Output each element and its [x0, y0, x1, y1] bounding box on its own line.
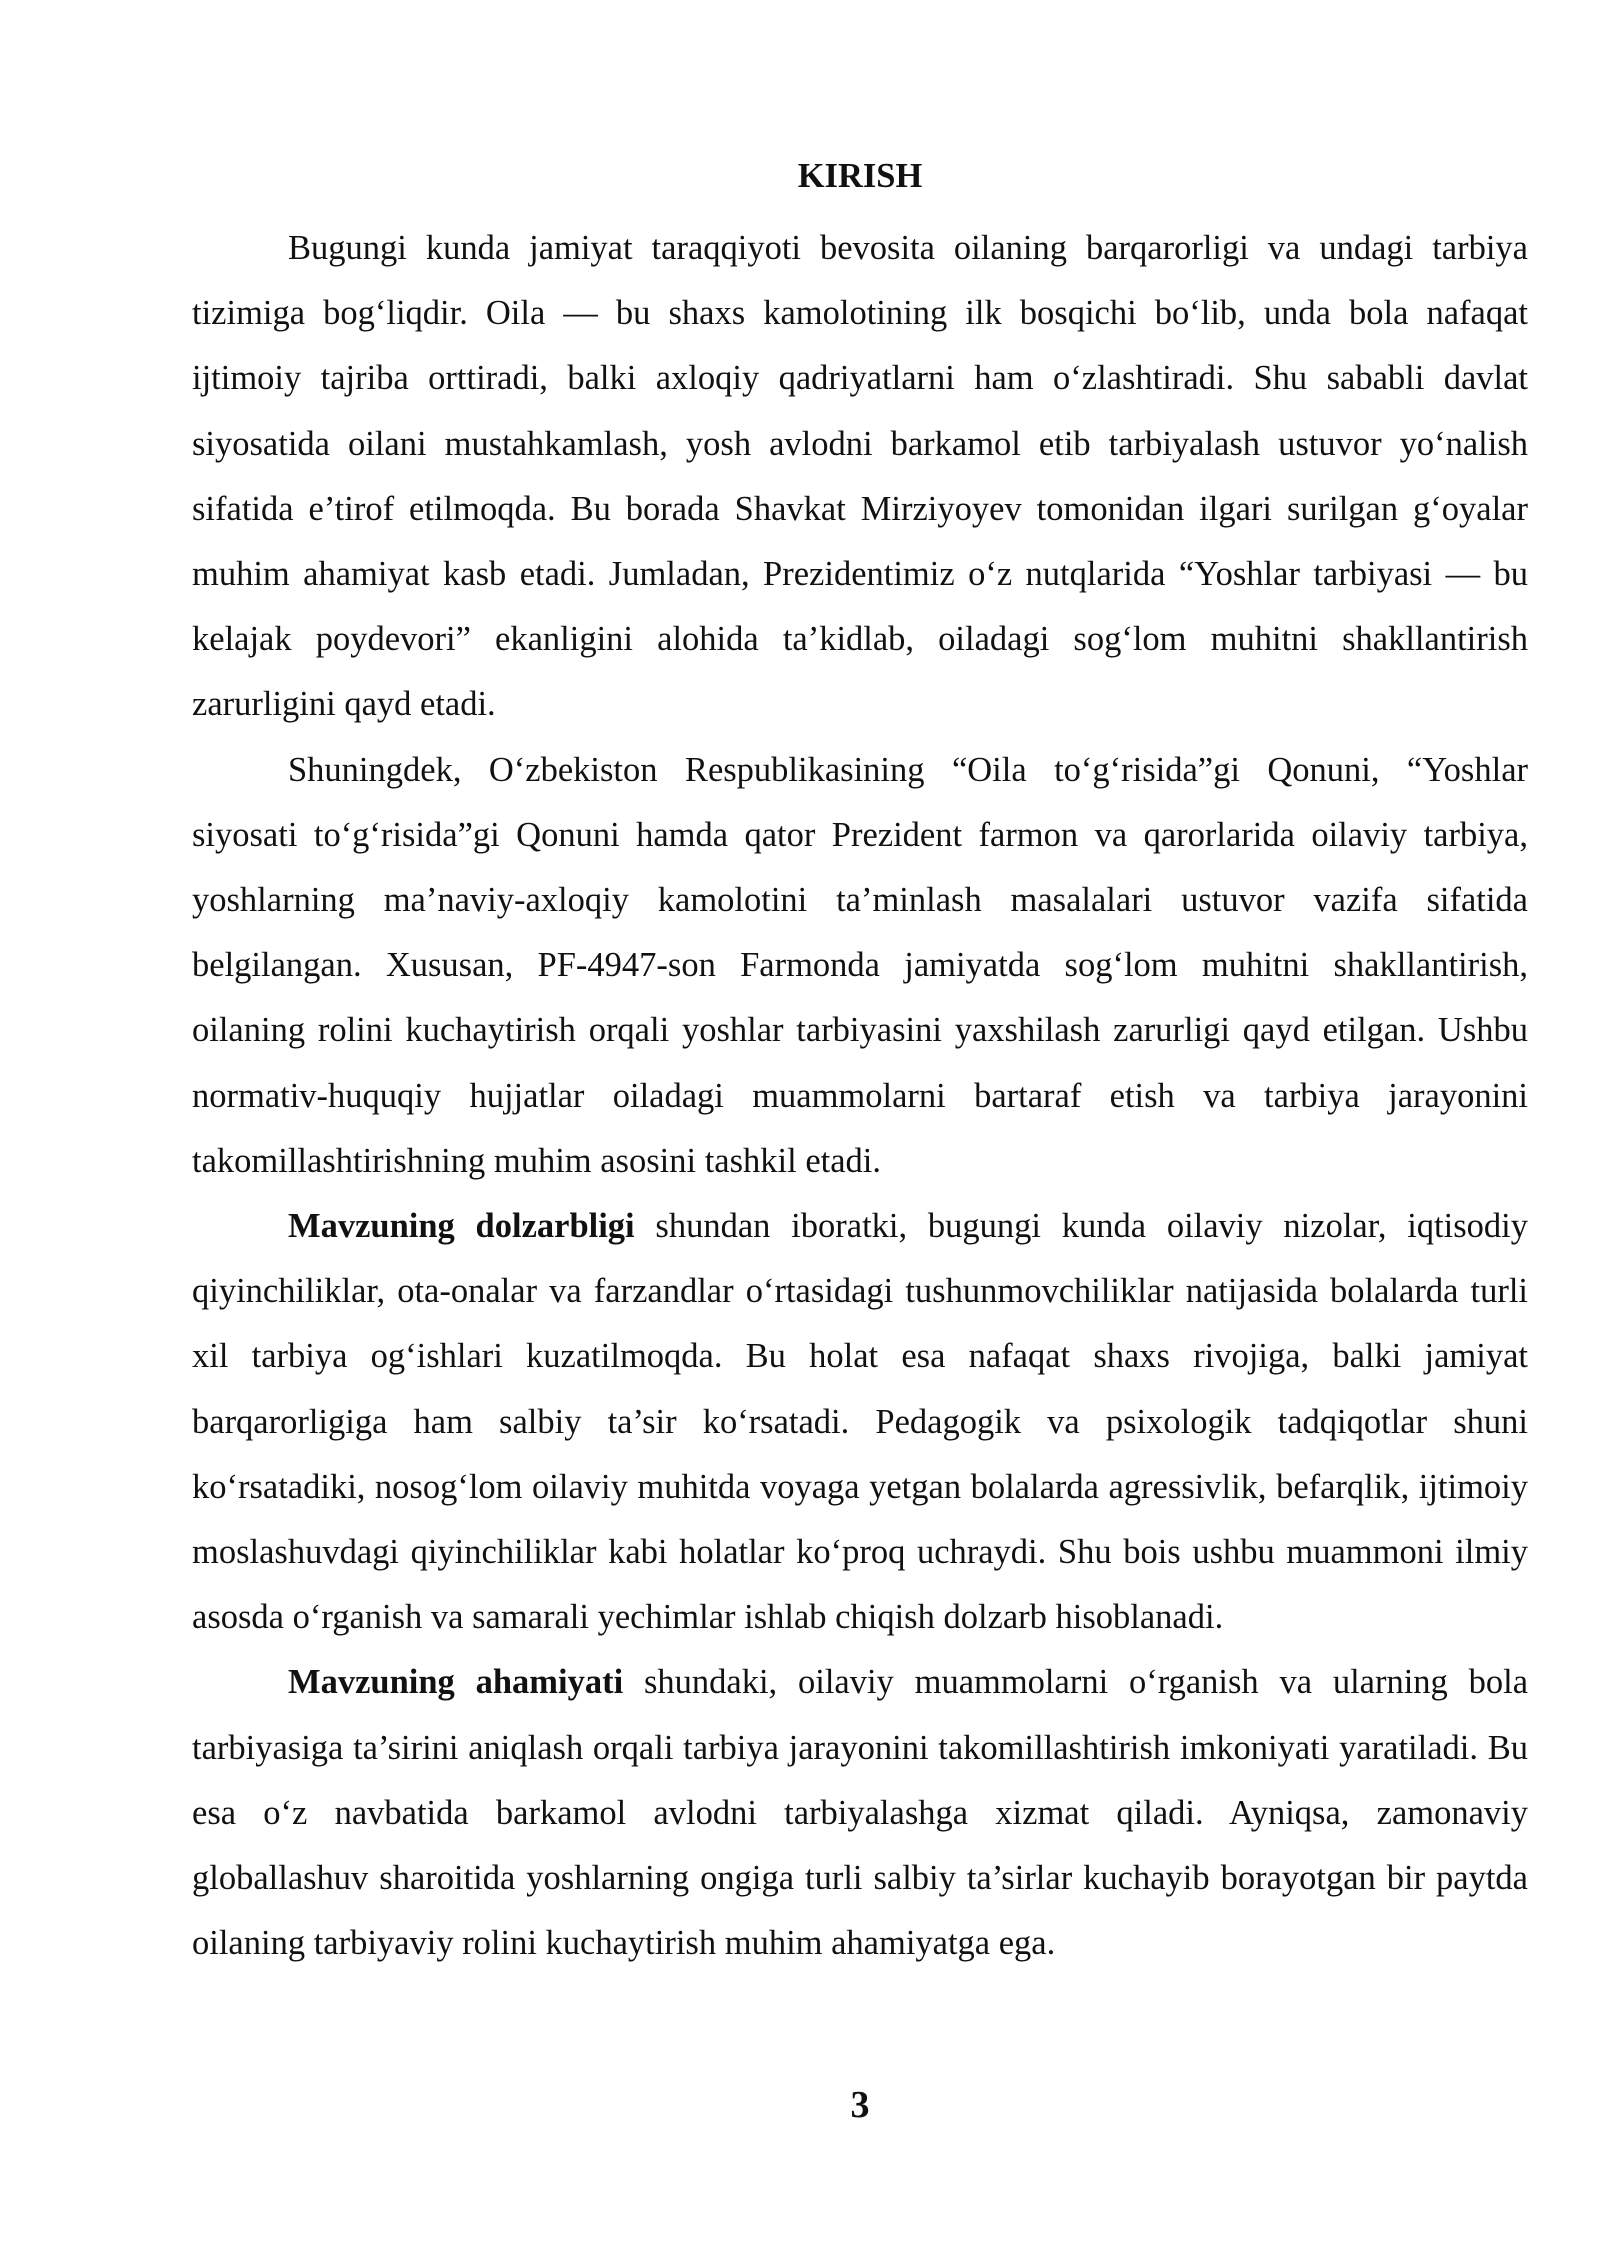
- paragraph-text: Shuningdek, O‘zbekiston Respublikasining “Oila to‘g‘risida”gi Qonuni, “Yoshlar siyosati to‘g‘risida”gi Qonuni hamda qator Prezident farmon va qarorlarida oilaviy tarbiya, yoshlarning ma’naviy-axloqiy kamolotini ta’minlash masalalari ustuvor vazifa sifatida belgilangan. Xususan, PF-4947-son Farmonda jamiyatda sog‘lom muhitni shakllantirish, oilaning rolini kuchaytirish orqali yoshlar tarbiyasini yaxshilash zarurligi qayd etilgan. Ushbu normativ-huquqiy hujjatlar oiladagi muammolarni bartaraf etish va tarbiya jarayonini takomillashtirishning muhim asosini tashkil etadi.: [192, 750, 1528, 1180]
- paragraph-text: Bugungi kunda jamiyat taraqqiyoti bevosita oilaning barqarorligi va undagi tarbiya tizimiga bog‘liqdir. Oila — bu shaxs kamolotining ilk bosqichi bo‘lib, unda bola nafaqat ijtimoiy tajriba orttiradi, balki axloqiy qadriyatlarni ham o‘zlashtiradi. Shu sababli davlat siyosatida oilani mustahkamlash, yosh avlodni barkamol etib tarbiyalash ustuvor yo‘nalish sifatida e’tirof etilmoqda. Bu borada Shavkat Mirziyoyev tomonidan ilgari surilgan g‘oyalar muhim ahamiyat kasb etadi. Jumladan, Prezidentimiz o‘z nutqlarida “Yoshlar tarbiyasi — bu kelajak poydevori” ekanligini alohida ta’kidlab, oiladagi sog‘lom muhitni shakllantirish zarurligini qayd etadi.: [192, 229, 1528, 724]
- paragraph-lead-bold: Mavzuning ahamiyati: [288, 1663, 624, 1702]
- section-title: KIRISH: [797, 157, 923, 195]
- paragraph-relevance: [192, 1194, 1528, 1650]
- paragraph-text: shundan iboratki, bugungi kunda oilaviy nizolar, iqtisodiy qiyinchiliklar, ota-onalar va farzandlar o‘rtasidagi tushunmovchiliklar natijasida bolalarda turli xil tarbiya og‘ishlari kuzatilmoqda. Bu holat esa nafaqat shaxs rivojiga, balki jamiyat barqarorligiga ham salbiy ta’sir ko‘rsatadi. Pedagogik va psixologik tadqiqotlar shuni ko‘rsatadiki, nosog‘lom oilaviy muhitda voyaga yetgan bolalarda agressivlik, befarqlik, ijtimoiy moslashuvdagi qiyinchiliklar kabi holatlar ko‘proq uchraydi. Shu bois ushbu muammoni ilmiy asosda o‘rganish va samarali yechimlar ishlab chiqish dolzarb hisoblanadi.: [192, 1207, 1528, 1637]
- paragraph-legislation: [192, 738, 1528, 1194]
- paragraph-text: shundaki, oilaviy muammolarni o‘rganish va ularning bola tarbiyasiga ta’sirini aniqlash orqali tarbiya jarayonini takomillashtirish imkoniyati yaratiladi. Bu esa o‘z navbatida barkamol avlodni tarbiyalashga xizmat qiladi. Ayniqsa, zamonaviy globallashuv sharoitida yoshlarning ongiga turli salbiy ta’sirlar kuchayib borayotgan bir paytda oilaning tarbiyaviy rolini kuchaytirish muhim ahamiyatga ega.: [192, 1663, 1529, 1963]
- paragraph-lead-bold: Mavzuning dolzarbligi: [288, 1207, 635, 1246]
- page-content: [192, 150, 1528, 1976]
- paragraph-significance: [192, 1650, 1528, 1976]
- paragraph-intro: [192, 216, 1528, 738]
- page-number: 3: [850, 2084, 870, 2126]
